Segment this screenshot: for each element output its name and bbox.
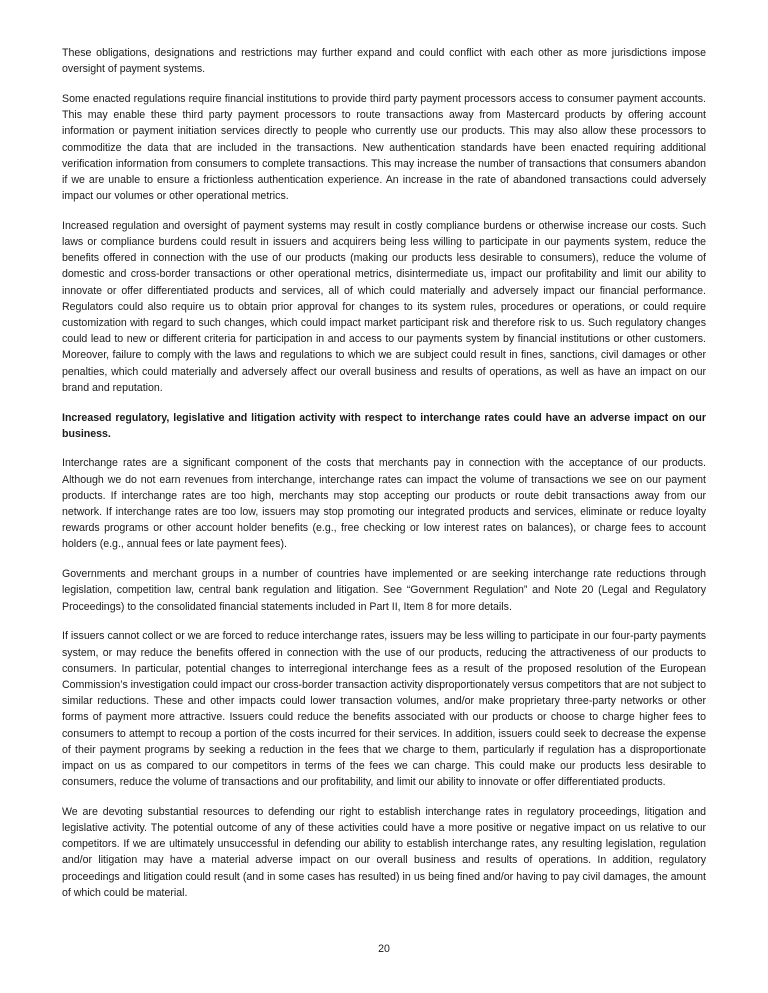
section-heading-interchange: Increased regulatory, legislative and litigation activity with respect to interchange rates could have an adverse impact on our business. xyxy=(62,411,706,440)
paragraph-defending-rights: We are devoting substantial resources to defending our right to establish interchange rates in regulatory proceedings, litigation and legislative activity. The potential outcome of any of these activities could have a more positive or negative impact on us relative to our competitors. If we are ultimately unsuccessful in defending our ability to establish interchange rates, any resulting legislation, regulation and/or litigation may have a material adverse impact on our overall business and results of operations. In addition, regulatory proceedings and litigation could result (and in some cases has resulted) in us being fined and/or having to pay civil damages, the amount of which could be material. xyxy=(62,805,706,899)
paragraph-regulation-costs: Increased regulation and oversight of payment systems may result in costly compliance burdens or otherwise increase our costs. Such laws or compliance burdens could result in issuers and acquirers being less willing to participate in our payments system, reduce the benefits offered in connection with the use of our products (making our products less desirable to consumers), reduce the volume of domestic and cross-border transactions or other operational metrics, disintermediate us, impact our profitability and limit our ability to innovate or offer differentiated products and services, all of which could materially and adversely impact our financial performance. Regulators could also require us to obtain prior approval for changes to its system rules, procedures or operations, or could require customization with regard to such changes, which could impact market participant risk and therefore risk to us. Such regulatory changes could lead to new or different criteria for participation in and access to our payments system by financial institutions or other customers. Moreover, failure to comply with the laws and regulations to which we are subject could result in fines, sanctions, civil damages or other penalties, which could materially and adversely affect our overall business and results of operations, as well as have an impact on our brand and reputation. xyxy=(62,219,706,394)
page-number: 20 xyxy=(378,943,390,955)
paragraph-governments-merchant-groups: Governments and merchant groups in a number of countries have implemented or are seeking interchange rate reductions through legislation, competition law, central bank regulation and litigation. See “Government Regulation” and Note 20 (Legal and Regulatory Proceedings) to the consolidated financial statements included in Part II, Item 8 for more details. xyxy=(62,568,706,613)
document-page xyxy=(62,45,706,915)
paragraph-issuers-reduce: If issuers cannot collect or we are forced to reduce interchange rates, issuers may be less willing to participate in our four-party payments system, or may reduce the benefits offered in connection with the use of our products, reducing the attractiveness of our products to consumers. In particular, potential changes to interregional interchange fees as a result of the proposed resolution of the European Commission’s investigation could impact our cross-border transaction activity disproportionately versus competitors that are not subject to similar reductions. These and other impacts could lower transaction volumes, and/or make proprietary three-party networks or other forms of payment more attractive. Issuers could reduce the benefits associated with our products or choose to charge higher fees to consumers to attempt to recoup a portion of the costs incurred for their services. In addition, issuers could seek to decrease the expense of their payment programs by seeking a reduction in the fees that we charge to them, particularly if regulation has a disproportionate impact on us as compared to our competitors in terms of the fees we can charge. This could make our products less desirable to consumers, reduce the volume of transactions and our profitability, and limit our ability to innovate or offer differentiated products. xyxy=(62,630,706,789)
paragraph-interchange-rates: Interchange rates are a significant component of the costs that merchants pay in connection with the acceptance of our products. Although we do not earn revenues from interchange, interchange rates can impact the volume of transactions we see on our payment products. If interchange rates are too high, merchants may stop accepting our products or route debit transactions away from our network. If interchange rates are too low, issuers may stop promoting our integrated products and services, eliminate or reduce loyalty rewards programs or other account holder benefits (e.g., free checking or low interest rates on balances), or charge fees to account holders (e.g., annual fees or late payment fees). xyxy=(62,457,706,551)
paragraph-third-party-processors: Some enacted regulations require financial institutions to provide third party payment processors access to consumer payment accounts. This may enable these third party payment processors to route transactions away from Mastercard products by offering account information or payment initiation services directly to people who currently use our products. This may also allow these processors to commoditize the data that are included in the transactions. New authentication standards have been enacted requiring additional verification information from consumers to complete transactions. This may increase the number of transactions that consumers abandon if we are unable to ensure a frictionless authentication experience. An increase in the rate of abandoned transactions could adversely impact our volumes or other operational metrics. xyxy=(62,92,706,203)
paragraph-obligations: These obligations, designations and restrictions may further expand and could conflict with each other as more jurisdictions impose oversight of payment systems. xyxy=(62,47,706,76)
